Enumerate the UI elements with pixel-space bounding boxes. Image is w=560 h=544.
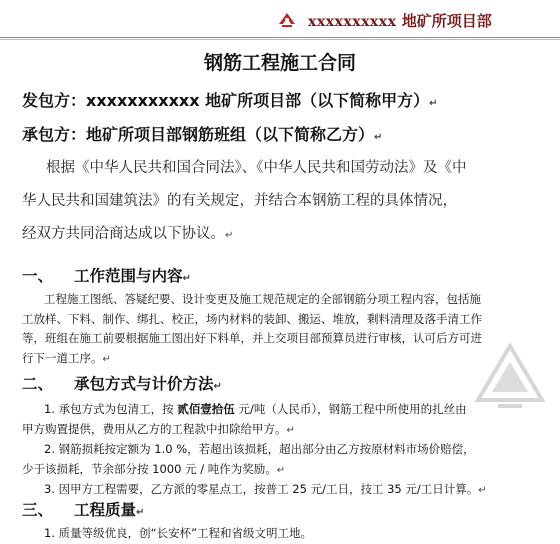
- section-1-title: 工作范围与内容: [74, 267, 183, 285]
- paragraph-mark: ↵: [429, 98, 438, 109]
- document-title: 钢筋工程施工合同: [203, 52, 356, 74]
- header-org-suffix: 地矿所项目部: [401, 12, 492, 30]
- section-2-item-2-line-2: [22, 460, 542, 481]
- section-1-body: [22, 290, 542, 369]
- section-2-body: [22, 400, 542, 501]
- intro-line-3: [22, 218, 542, 252]
- party-b-line: [22, 122, 382, 145]
- paragraph-mark: ↵: [102, 353, 111, 365]
- section-3-title: 工程质量: [74, 501, 137, 519]
- section-1-line-1: 工程施工图纸、答疑纪要、设计变更及施工规范规定的全部钢筋分项工程内容，包括施: [44, 292, 481, 306]
- item-1-price-words: 贰佰壹拾伍: [177, 402, 235, 416]
- section-3-heading: [22, 498, 144, 520]
- party-b-text: 承包方：地矿所项目部钢筋班组（以下简称乙方）: [22, 125, 375, 144]
- intro-paragraph: [22, 152, 542, 252]
- paragraph-mark: ↵: [276, 464, 286, 476]
- item-3-text: 3. 因甲方工程需要，乙方派的零星点工，按普工 25 元/工日，技工 35 元/工日计算。: [44, 482, 479, 496]
- section-3-line-1: 1. 质量等级优良，创“长安杯”工程和省级文明工地。: [44, 526, 313, 540]
- item-1-suffix: 元/吨（人民币），钢筋工程中所使用的扎丝由: [234, 402, 467, 416]
- paragraph-mark: ↵: [225, 230, 234, 241]
- paragraph-mark: ↵: [374, 132, 383, 143]
- header-org-name: [308, 10, 492, 31]
- item-1-line-2-text: 甲方购置提供，费用从乙方的工程款中扣除给甲方。: [22, 421, 287, 436]
- section-1-line-4: [22, 349, 542, 370]
- intro-line-3-text: 经双方共同洽商达成以下协议。: [22, 226, 225, 242]
- item-1-prefix: 1. 承包方式为包清工，按: [44, 402, 178, 416]
- party-a-line: [22, 88, 438, 111]
- party-a-text: 发包方：xxxxxxxxxxx 地矿所项目部（以下简称甲方）: [22, 91, 430, 110]
- section-2-item-2-line-1: 2. 钢筋损耗按定额为 1.0 %，若超出该损耗，超出部分由乙方按原材料市场价赔偿，: [44, 442, 475, 456]
- header-divider-secondary: [0, 39, 560, 40]
- paragraph-mark: ↵: [213, 381, 222, 392]
- intro-line-2: 华人民共和国建筑法》的有关规定，并结合本钢筋工程的具体情况，: [22, 193, 457, 209]
- company-logo-icon: [276, 8, 298, 30]
- section-2-item-1-line-2: [22, 420, 542, 441]
- section-1-heading: [22, 264, 191, 286]
- section-1-line-2: 工放样、下料、制作、绑扎、校正，场内材料的装卸、搬运、堆放，剩料清理及落手清工作: [22, 311, 482, 326]
- item-2-line-2-text: 少于该损耗，节余部分按 1000 元 / 吨作为奖励。: [22, 461, 277, 476]
- paragraph-mark: ↵: [478, 485, 487, 496]
- section-2-title: 承包方式与计价方法: [74, 375, 214, 393]
- section-1-line-3: 等，班组在施工前要根据施工图出好下料单，并上交项目部预算员进行审核，认可后方可进: [22, 331, 482, 345]
- header-org-masked: xxxxxxxxxx: [308, 14, 397, 30]
- section-2-number: 二、: [22, 375, 54, 393]
- page-header: [0, 0, 560, 40]
- header-divider: [0, 37, 560, 38]
- paragraph-mark: ↵: [286, 424, 295, 436]
- watermark-logo-icon: [470, 340, 550, 420]
- section-1-line-4-text: 行下一道工序。: [22, 350, 103, 365]
- section-3-number: 三、: [22, 501, 54, 519]
- section-2-heading: [22, 372, 222, 394]
- intro-line-1: 根据《中华人民共和国合同法》、《中华人民共和国劳动法》及《中: [46, 160, 467, 176]
- paragraph-mark: ↵: [182, 273, 191, 284]
- section-2-item-1-line-1: [22, 400, 542, 420]
- paragraph-mark: ↵: [136, 507, 145, 518]
- section-1-number: 一、: [22, 267, 54, 285]
